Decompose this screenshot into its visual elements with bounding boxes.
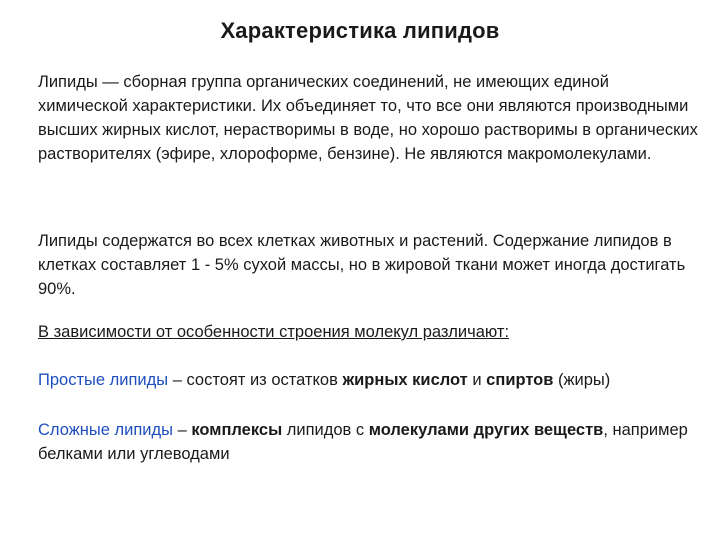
- content-paragraph: Липиды содержатся во всех клетках животных и растений. Содержание липидов в клетках составляет 1 - 5% сухой массы, но в жировой ткани может иногда достигать 90%.: [38, 232, 686, 298]
- slide-title: Характеристика липидов: [220, 18, 500, 43]
- simple-lipids-keyword-acids: жирных кислот: [342, 371, 468, 389]
- complex-lipids-keyword-molecules: молекулами других веществ: [368, 421, 604, 439]
- classification-heading: В зависимости от особенности строения молекул различают:: [38, 323, 510, 341]
- simple-lipids-keyword-alcohols: спиртов: [486, 371, 554, 389]
- simple-lipids-and: и: [467, 371, 487, 389]
- simple-lipids-term: Простые липиды: [38, 371, 169, 389]
- complex-lipids-term: Сложные липиды: [38, 421, 173, 439]
- complex-lipids-mid: липидов с: [282, 421, 369, 439]
- definition-paragraph: Липиды — сборная группа органических соединений, не имеющих единой химической характеристики. Их объединяет то, что все они являются производными высших жирных кислот, нерастворимы в воде, но хорошо растворимы в органических растворителях (эфире, хлороформе, бензине). Не являются макромолекулами.: [38, 73, 698, 163]
- complex-lipids-item: [38, 418, 698, 466]
- simple-lipids-item: [38, 368, 698, 392]
- simple-lipids-dash: – состоят из остатков: [168, 371, 343, 389]
- complex-lipids-tail: , например белками или углеводами: [38, 421, 688, 463]
- complex-lipids-dash: –: [172, 421, 192, 439]
- simple-lipids-tail: (жиры): [553, 371, 611, 389]
- complex-lipids-keyword-complexes: комплексы: [191, 421, 283, 439]
